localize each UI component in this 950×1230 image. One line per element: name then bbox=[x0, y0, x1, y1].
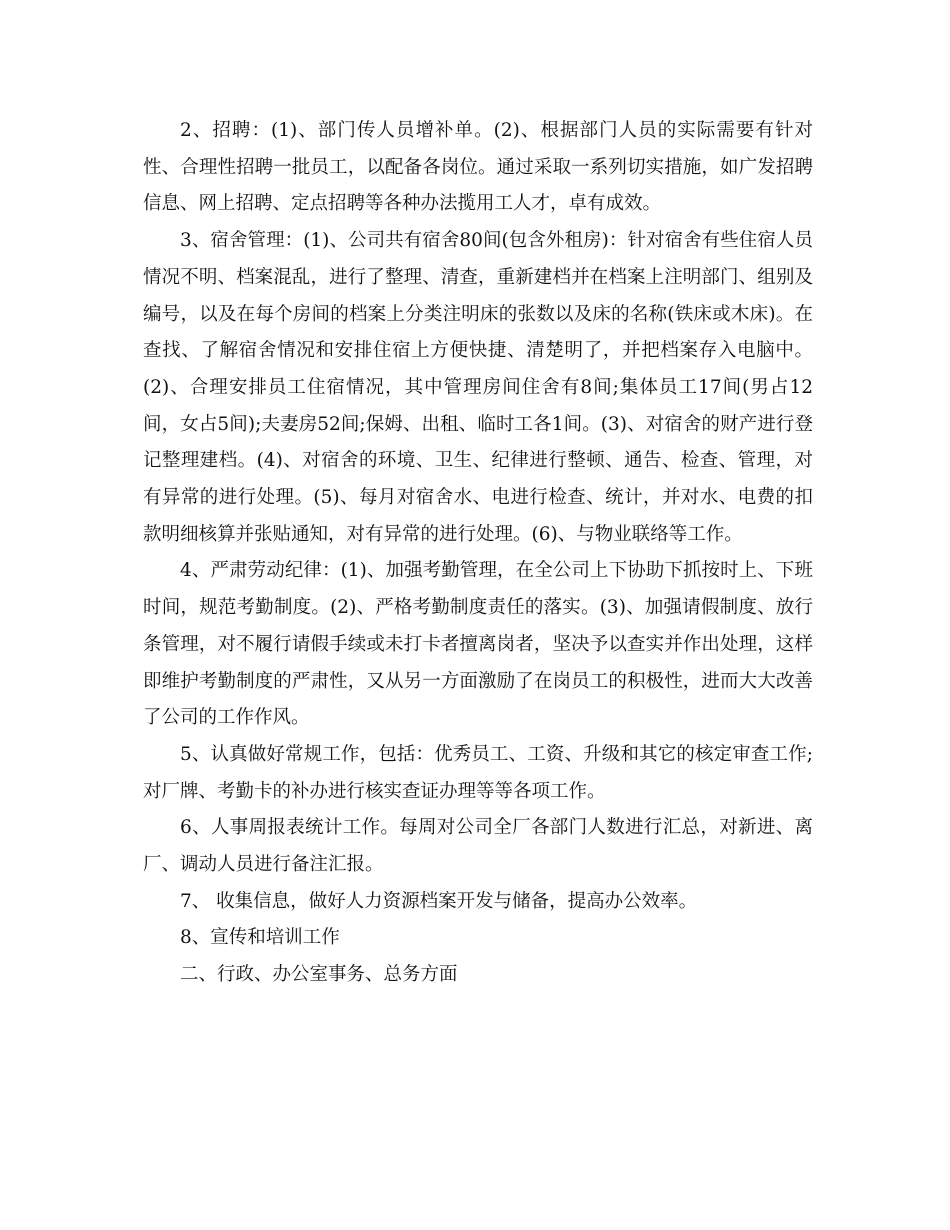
paragraph-routine-work: 5、认真做好常规工作，包括：优秀员工、工资、升级和其它的核定审查工作;对厂牌、考勤卡的补办进行核实查证办理等等各项工作。 bbox=[143, 743, 813, 802]
paragraph-recruitment: 2、招聘：(1)、部门传人员增补单。(2)、根据部门人员的实际需要有针对性、合理性招聘一批员工，以配备各岗位。通过采取一系列切实措施，如广发招聘信息、网上招聘、定点招聘等各种办法揽用工人才，卓有成效。 bbox=[143, 120, 813, 215]
document-body bbox=[143, 113, 813, 994]
section-heading-administration: 二、行政、办公室事务、总务方面 bbox=[180, 964, 458, 986]
paragraph-weekly-report: 6、人事周报表统计工作。每周对公司全厂各部门人数进行汇总，对新进、离厂、调动人员进行备注汇报。 bbox=[143, 817, 813, 876]
paragraph-labor-discipline: 4、严肃劳动纪律：(1)、加强考勤管理，在全公司上下协助下抓按时上、下班时间，规范考勤制度。(2)、严格考勤制度责任的落实。(3)、加强请假制度、放行条管理，对不履行请假手续或未打卡者擅离岗者，坚决予以查实并作出处理，这样即维护考勤制度的严肃性，又从另一方面激励了在岗员工的积极性，进而大大改善了公司的工作作风。 bbox=[143, 560, 813, 729]
paragraph-information-collection: 7、 收集信息，做好人力资源档案开发与储备，提高办公效率。 bbox=[180, 890, 698, 912]
paragraph-publicity-training: 8、宣传和培训工作 bbox=[180, 927, 340, 949]
paragraph-dormitory-management: 3、宿舍管理：(1)、公司共有宿舍80间(包含外租房)：针对宿舍有些住宿人员情况不明、档案混乱，进行了整理、清查，重新建档并在档案上注明部门、组别及编号，以及在每个房间的档案上分类注明床的张数以及床的名称(铁床或木床)。在查找、了解宿舍情况和安排住宿上方便快捷、清楚明了，并把档案存入电脑中。(2)、合理安排员工住宿情况，其中管理房间住舍有8间;集体员工17间(男占12间，女占5间);夫妻房52间;保姆、出租、临时工各1间。(3)、对宿舍的财产进行登记整理建档。(4)、对宿舍的环境、卫生、纪律进行整顿、通告、检查、管理，对有异常的进行处理。(5)、每月对宿舍水、电进行检查、统计，并对水、电费的扣款明细核算并张贴通知，对有异常的进行处理。(6)、与物业联络等工作。 bbox=[143, 230, 813, 545]
